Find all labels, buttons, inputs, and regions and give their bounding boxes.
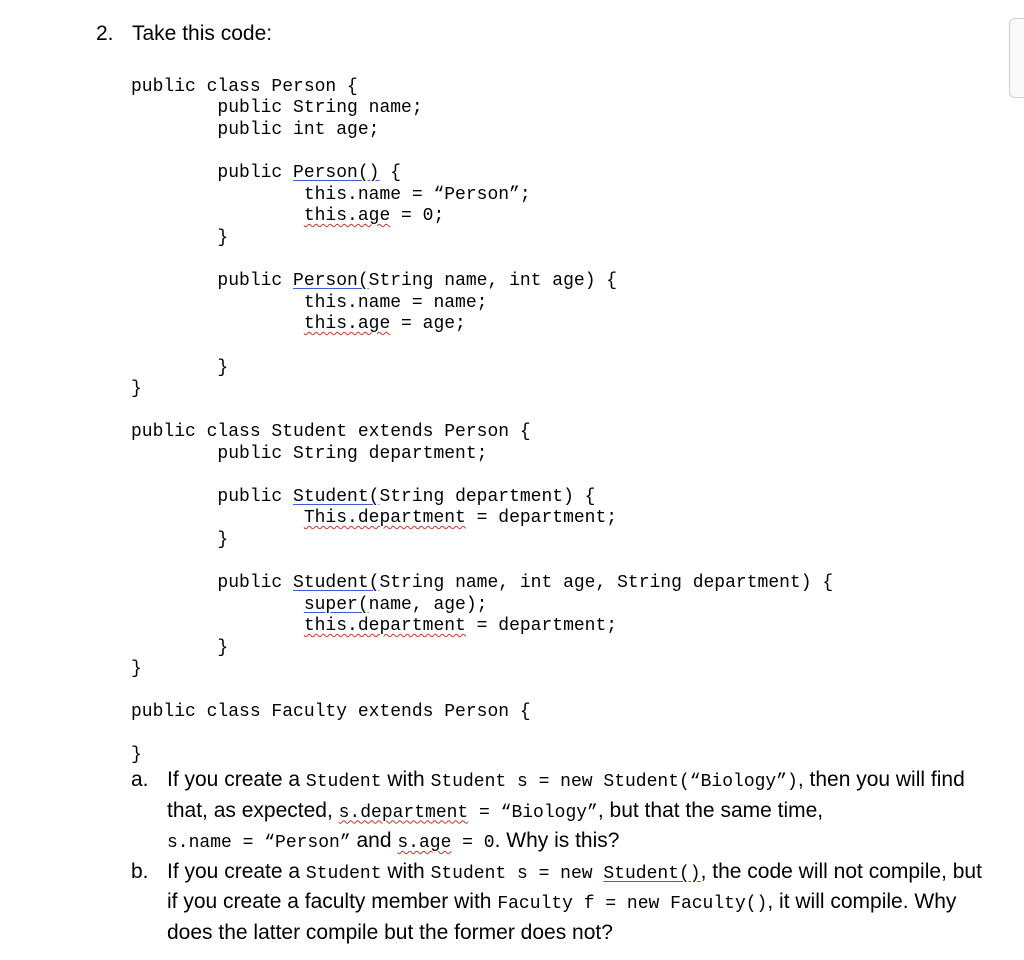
inline-code: s.department	[338, 802, 469, 823]
spellcheck-flag: This.department	[303, 508, 466, 528]
code-line: super(name, age);	[303, 595, 488, 615]
code-line: }	[131, 638, 229, 658]
code-block	[131, 76, 834, 765]
code-line: public Person() {	[131, 163, 402, 183]
window-edge	[1009, 18, 1024, 98]
question-title: Take this code:	[132, 22, 273, 45]
sub-question-b: b. If you create a Student with Student s = new Student(), the code will not compile, but if you create a faculty member with Faculty f = new Faculty(), it will compile. Why does the latter compile but the former does not?	[131, 859, 982, 944]
inline-code: Student	[305, 863, 382, 884]
code-line: public Student(String name, int age, String department) {	[131, 573, 834, 593]
code-line: this.department = department;	[303, 616, 618, 636]
question-heading	[96, 20, 272, 48]
code-line: public class Faculty extends Person {	[131, 702, 531, 722]
code-line: public String name;	[131, 98, 423, 118]
inline-code: = “Biology”	[468, 802, 598, 823]
code-line: public Student(String department) {	[131, 487, 596, 507]
inline-code: Student s = new	[430, 863, 604, 884]
inline-code: s.name = “Person”	[167, 833, 351, 853]
sub-question-letter: b.	[131, 859, 149, 883]
underlined-identifier: Person(	[293, 271, 369, 291]
code-line: public class Student extends Person {	[131, 422, 531, 442]
code-line: }	[131, 659, 142, 679]
underlined-identifier: Person()	[293, 163, 380, 183]
inline-code: Faculty f = new Faculty()	[497, 894, 768, 914]
inline-code: = 0	[451, 833, 495, 853]
underlined-identifier: super(	[303, 595, 369, 615]
code-line: }	[131, 358, 229, 378]
code-line: this.age = age;	[303, 314, 466, 334]
code-line: }	[131, 745, 142, 765]
inline-code: s.age	[397, 833, 452, 853]
underlined-identifier: Student(	[293, 573, 380, 593]
spellcheck-flag: this.age	[303, 314, 391, 334]
code-line: This.department = department;	[303, 508, 618, 528]
code-line: this.name = name;	[131, 293, 488, 313]
question-number: 2.	[96, 22, 114, 45]
sub-question-a: a. If you create a Student with Student s = new Student(“Biology”), then you will find that, as expected, s.department = “Biology”, but that the same time, s.name = “Person” and s.age = 0. Why is this?	[131, 768, 965, 853]
code-line: }	[131, 228, 229, 248]
inline-code: Student	[305, 772, 382, 792]
code-line: this.name = “Person”;	[131, 185, 531, 205]
spellcheck-flag: this.age	[303, 206, 391, 226]
code-line: public Person(String name, int age) {	[131, 271, 618, 291]
inline-code: Student s = new Student(“Biology”)	[430, 772, 798, 792]
code-line: }	[131, 530, 229, 550]
sub-question-letter: a.	[131, 768, 149, 791]
code-line: }	[131, 379, 142, 399]
spellcheck-flag: this.department	[303, 616, 466, 636]
underlined-identifier: Student(	[293, 487, 380, 507]
code-line: public class Person {	[131, 77, 358, 97]
code-line: public int age;	[131, 120, 380, 140]
code-line: this.age = 0;	[303, 206, 445, 226]
sub-questions	[131, 766, 991, 947]
inline-code: Student()	[603, 863, 701, 884]
code-line: public String department;	[131, 444, 488, 464]
